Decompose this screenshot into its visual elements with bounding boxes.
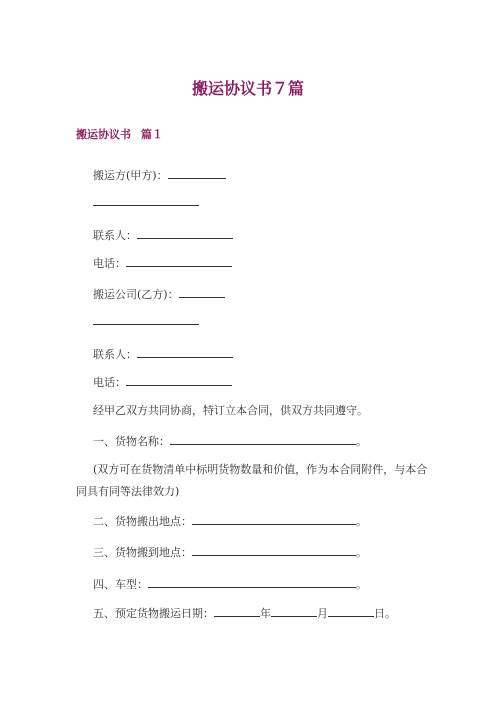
item1-end: 。 (356, 435, 367, 448)
document-title: 搬运协议书７篇 (191, 79, 304, 98)
mover-blank-continued (93, 194, 199, 206)
phone1-line (93, 255, 232, 271)
item5-line (93, 605, 396, 621)
phone1-label: 电话： (93, 257, 126, 270)
contact2-line (93, 346, 233, 362)
agreement-text: 经甲乙双方共同协商，特订立本合同，供双方共同遵守。 (93, 404, 368, 417)
day-blank (328, 605, 374, 617)
contact2-label: 联系人： (93, 348, 137, 361)
month-label: 月 (317, 607, 328, 620)
mover-line (93, 167, 226, 183)
day-label: 日。 (374, 607, 396, 620)
item1-line (93, 433, 367, 449)
section-heading-text: 搬运协议书 (76, 128, 131, 141)
mover-continuation-line (93, 194, 199, 210)
item3-end: 。 (356, 546, 367, 559)
company-blank-continued (93, 313, 199, 325)
phone2-line (93, 374, 232, 390)
mover-label: 搬运方(甲方)： (93, 169, 168, 182)
item5-label: 五、预定货物搬运日期： (93, 607, 214, 620)
contact1-line (93, 227, 233, 243)
company-blank (179, 286, 225, 298)
year-label: 年 (260, 607, 271, 620)
item2-end: 。 (356, 515, 367, 528)
contact1-blank (137, 227, 233, 239)
item4-blank (148, 576, 356, 588)
section-heading (76, 126, 163, 142)
company-line (93, 286, 225, 302)
company-continuation-line (93, 313, 199, 329)
item2-line (93, 513, 367, 529)
item4-label: 四、车型： (93, 578, 148, 591)
month-blank (271, 605, 317, 617)
mover-blank (168, 167, 226, 179)
contact1-label: 联系人： (93, 229, 137, 242)
note-paragraph: (双方可在货物清单中标明货物数量和价值，作为本合同附件，与本合同具有同等法律效力) (76, 463, 428, 498)
phone1-blank (126, 255, 232, 267)
company-label: 搬运公司(乙方)： (93, 288, 179, 301)
item1-label: 一、货物名称： (93, 435, 170, 448)
phone2-label: 电话： (93, 376, 126, 389)
item3-line (93, 544, 367, 560)
item3-label: 三、货物搬到地点： (93, 546, 192, 559)
contact2-blank (137, 346, 233, 358)
year-blank (214, 605, 260, 617)
item1-blank (170, 433, 356, 445)
item4-line (93, 576, 367, 592)
section-number: 篇１ (141, 128, 163, 141)
item2-label: 二、货物搬出地点： (93, 515, 192, 528)
phone2-blank (126, 374, 232, 386)
item2-blank (192, 513, 356, 525)
item4-end: 。 (356, 578, 367, 591)
item3-blank (192, 544, 356, 556)
